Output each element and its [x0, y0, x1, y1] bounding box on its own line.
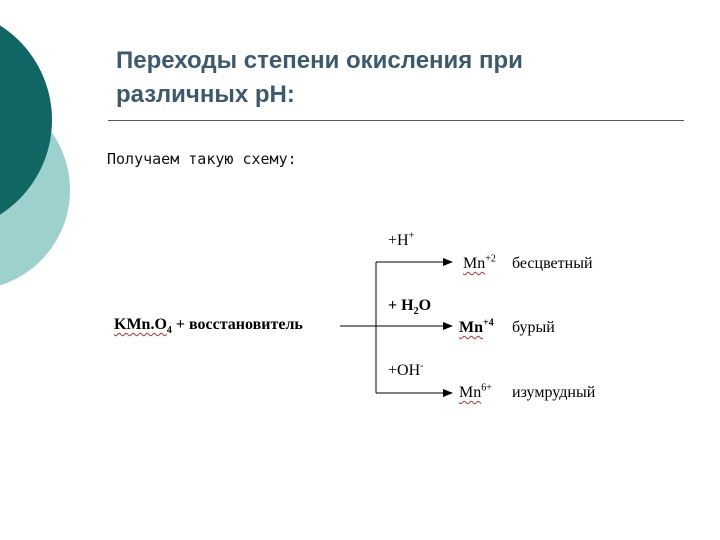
product-acid: $Mn^{+2}$ — [463, 253, 496, 272]
reactant-formula: KMn.O — [114, 316, 167, 333]
product-neutral: $Mn^{+4}$ — [459, 317, 494, 336]
color-neutral: бурый — [512, 319, 555, 336]
reactant — [114, 316, 303, 337]
color-acid: бесцветный — [512, 255, 593, 272]
subtitle: Получаем такую схему: — [107, 150, 297, 168]
title-line-1: Переходы степени окисления при — [116, 47, 523, 74]
reactant-rest: + восстановитель — [171, 316, 303, 333]
condition-neutral: + $H_2O$ — [388, 297, 432, 318]
product-alkaline: $Mn^{6+}$ — [459, 382, 492, 401]
condition-acid: +H+ — [388, 230, 415, 249]
title-line-2: различных рН: — [116, 81, 295, 108]
reactant-subscript: 4 — [166, 325, 172, 337]
color-alkaline: изумрудный — [512, 384, 596, 401]
condition-alkaline: +OH- — [388, 360, 424, 379]
